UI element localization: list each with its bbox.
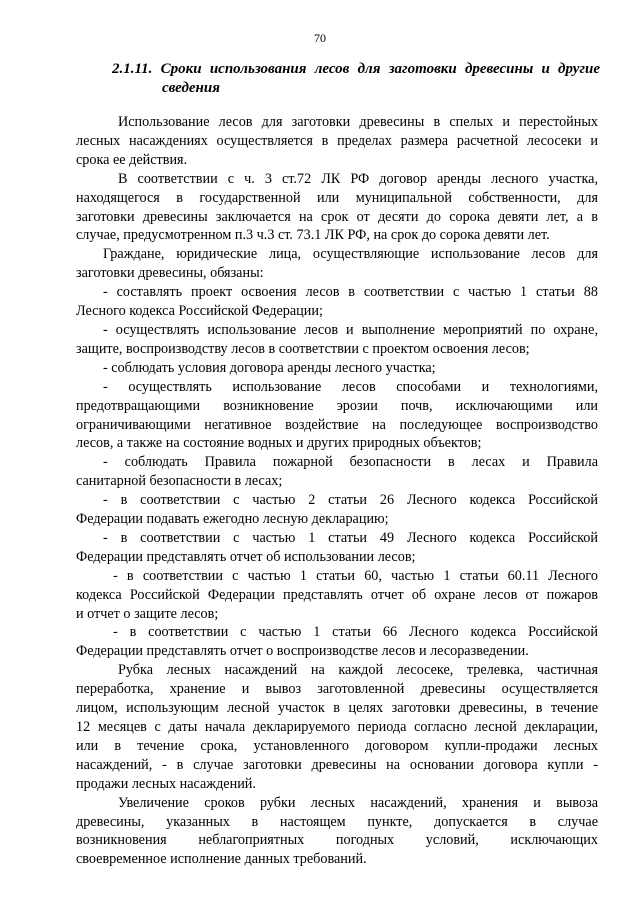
text-line: Федерации представлять отчет о воспроизводстве лесов и лесоразведении. bbox=[76, 643, 529, 660]
text-line: - соблюдать Правила пожарной безопасности в лесах и Правила bbox=[103, 454, 598, 471]
text-line: заготовки древесины, обязаны: bbox=[76, 265, 264, 282]
text-line: кодекса Российской Федерации представлять отчет об охране лесов от пожаров bbox=[76, 586, 598, 603]
text-line: Увеличение сроков рубки лесных насаждений, хранения и вывоза bbox=[118, 794, 598, 811]
paragraph bbox=[76, 378, 598, 454]
paragraph bbox=[76, 491, 598, 529]
paragraph bbox=[76, 321, 598, 359]
text-line: Граждане, юридические лица, осуществляющие использование лесов для bbox=[103, 246, 598, 263]
page-number: 70 bbox=[314, 31, 326, 45]
paragraph bbox=[76, 453, 598, 491]
text-line: ограничивающими негативное воздействие на последующее воспроизводство bbox=[76, 416, 598, 433]
text-line: - в соответствии с частью 1 статьи 49 Лесного кодекса Российской bbox=[103, 529, 598, 546]
text-line: древесины, указанных в настоящем пункте, допускается в случае bbox=[76, 813, 598, 830]
text-line: - в соответствии с частью 1 статьи 66 Лесного кодекса Российской bbox=[113, 624, 598, 641]
text-line: санитарной безопасности в лесах; bbox=[76, 473, 283, 490]
paragraph bbox=[76, 113, 598, 170]
paragraph bbox=[76, 245, 598, 283]
text-line: случае, предусмотренном п.3 ч.3 ст. 73.1 ЛК РФ, на срок до сорока девяти лет. bbox=[76, 227, 550, 244]
text-line: продажи лесных насаждений. bbox=[76, 775, 256, 792]
text-line: - осуществлять использование лесов и выполнение мероприятий по охране, bbox=[103, 321, 598, 338]
section-heading bbox=[112, 60, 600, 98]
section-heading-line: сведения bbox=[162, 80, 220, 96]
paragraph bbox=[76, 283, 598, 321]
text-line: Рубка лесных насаждений на каждой лесосеке, трелевка, частичная bbox=[118, 662, 598, 679]
text-line: срока ее действия. bbox=[76, 151, 188, 168]
text-line: переработка, хранение и вывоз заготовленной древесины осуществляется bbox=[76, 681, 598, 698]
text-line: В соответствии с ч. 3 ст.72 ЛК РФ договор аренды лесного участка, bbox=[118, 170, 598, 187]
text-line: - в соответствии с частью 1 статьи 60, частью 1 статьи 60.11 Лесного bbox=[113, 567, 598, 584]
text-line: защите, воспроизводству лесов в соответствии с проектом освоения лесов; bbox=[76, 340, 530, 357]
text-line: - соблюдать условия договора аренды лесного участка; bbox=[103, 359, 436, 376]
paragraph bbox=[76, 794, 598, 870]
text-line: Федерации подавать ежегодно лесную декларацию; bbox=[76, 511, 389, 528]
text-line: - в соответствии с частью 2 статьи 26 Лесного кодекса Российской bbox=[103, 492, 598, 509]
text-line: лесных насаждениях осуществляется в пределах размера расчетной лесосеки и bbox=[76, 132, 598, 149]
paragraph bbox=[76, 359, 598, 378]
text-line: своевременное исполнение данных требований. bbox=[76, 851, 367, 868]
text-line: Лесного кодекса Российской Федерации; bbox=[76, 303, 323, 320]
text-line: 12 месяцев с даты начала декларируемого периода согласно лесной декларации, bbox=[76, 719, 598, 735]
text-line: предотвращающими возникновение эрозии почв, исключающими или bbox=[76, 397, 598, 414]
text-line: насаждений, - в случае заготовки древесины на основании договора купли - bbox=[76, 756, 598, 773]
paragraph bbox=[76, 529, 598, 567]
paragraph bbox=[76, 170, 598, 246]
text-line: Федерации представлять отчет об использовании лесов; bbox=[76, 548, 416, 565]
text-line: лицом, использующим лесной участок в целях заготовки древесины, в течение bbox=[76, 700, 598, 717]
paragraph bbox=[76, 567, 598, 624]
text-line: - составлять проект освоения лесов в соответствии с частью 1 статьи 88 bbox=[103, 284, 598, 301]
text-line: - осуществлять использование лесов способами и технологиями, bbox=[103, 378, 598, 395]
text-line: находящегося в государственной или муниципальной собственности, для bbox=[76, 189, 598, 206]
text-line: или в течение срока, установленного договором купли-продажи лесных bbox=[76, 737, 598, 754]
text-line: и отчет о защите лесов; bbox=[76, 605, 219, 622]
text-line: Использование лесов для заготовки древесины в спелых и перестойных bbox=[118, 114, 598, 130]
text-line: заготовки древесины заключается на срок от десяти до сорока девяти лет, а в bbox=[76, 208, 598, 225]
text-line: возникновения неблагоприятных погодных условий, исключающих bbox=[76, 832, 598, 849]
section-heading-line: 2.1.11. Сроки использования лесов для заготовки древесины и другие bbox=[112, 61, 600, 77]
document-body bbox=[76, 113, 598, 869]
paragraph bbox=[76, 661, 598, 793]
paragraph bbox=[76, 623, 598, 661]
text-line: лесов, а также на состояние водных и других природных объектов; bbox=[76, 435, 482, 452]
